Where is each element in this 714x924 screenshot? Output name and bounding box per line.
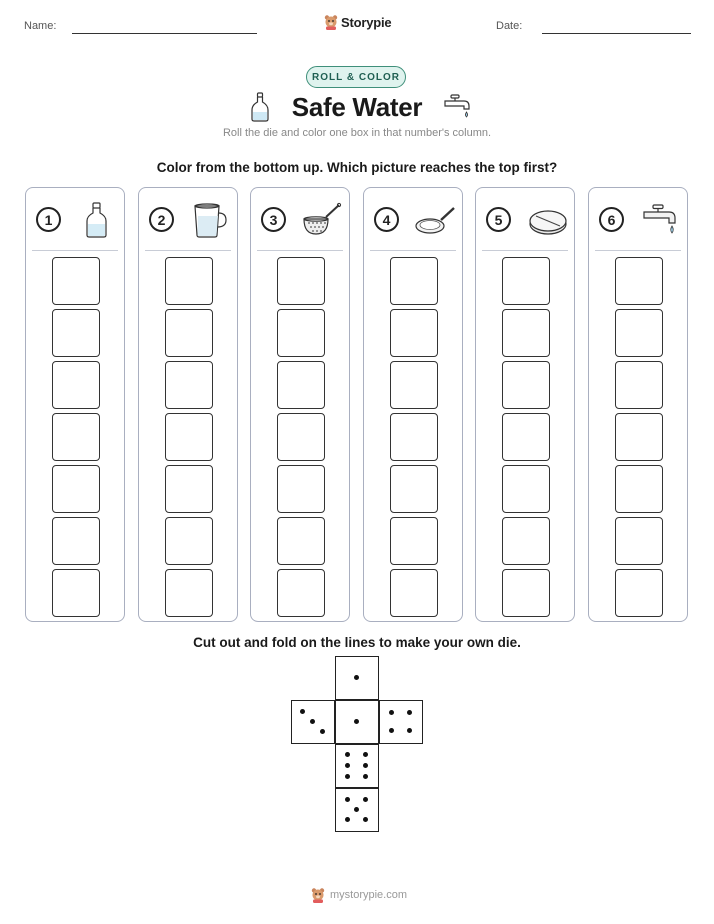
column-header xyxy=(261,202,343,238)
column-2 xyxy=(138,187,238,622)
color-box[interactable] xyxy=(390,517,438,565)
column-5 xyxy=(475,187,575,622)
column-divider xyxy=(32,250,118,251)
brand-logo xyxy=(324,14,391,30)
die-pip xyxy=(354,675,359,680)
color-box[interactable] xyxy=(277,413,325,461)
color-box[interactable] xyxy=(390,465,438,513)
die-pip xyxy=(354,719,359,724)
cup-icon xyxy=(189,202,233,238)
die-pip xyxy=(389,728,394,733)
column-divider xyxy=(370,250,456,251)
die-pip xyxy=(363,774,368,779)
die-face-4 xyxy=(379,700,423,744)
column-1 xyxy=(25,187,125,622)
color-box[interactable] xyxy=(502,517,550,565)
column-divider xyxy=(482,250,568,251)
date-line[interactable] xyxy=(542,33,691,34)
page-subtitle: Roll the die and color one box in that number's column. xyxy=(222,127,492,139)
color-box[interactable] xyxy=(52,309,100,357)
color-box[interactable] xyxy=(52,413,100,461)
name-label: Name: xyxy=(24,20,57,32)
brand-name: Storypie xyxy=(341,14,392,30)
die-face-1 xyxy=(335,656,379,700)
column-divider xyxy=(257,250,343,251)
color-box[interactable] xyxy=(277,257,325,305)
column-number: 6 xyxy=(599,207,624,232)
faucet-icon xyxy=(442,92,472,122)
die-face-6 xyxy=(335,744,379,788)
color-box[interactable] xyxy=(277,465,325,513)
color-box[interactable] xyxy=(615,413,663,461)
color-box[interactable] xyxy=(390,361,438,409)
column-divider xyxy=(145,250,231,251)
column-number: 1 xyxy=(36,207,61,232)
page-title: Safe Water xyxy=(291,92,423,122)
column-6 xyxy=(588,187,688,622)
tablet-icon xyxy=(526,202,570,238)
column-header xyxy=(374,202,456,238)
color-box[interactable] xyxy=(277,517,325,565)
color-box[interactable] xyxy=(165,309,213,357)
color-box[interactable] xyxy=(615,517,663,565)
activity-badge: ROLL & COLOR xyxy=(306,66,406,88)
die-face-5 xyxy=(335,788,379,832)
column-header xyxy=(486,202,568,238)
die-pip xyxy=(363,797,368,802)
die-pip xyxy=(389,710,394,715)
footer xyxy=(310,887,407,903)
die-pip xyxy=(407,728,412,733)
die-pip xyxy=(345,763,350,768)
column-number: 2 xyxy=(149,207,174,232)
column-4 xyxy=(363,187,463,622)
die-pip xyxy=(300,709,305,714)
die-pip xyxy=(320,729,325,734)
die-pip xyxy=(345,817,350,822)
die-pip xyxy=(354,807,359,812)
faucet-icon xyxy=(639,202,683,238)
color-box[interactable] xyxy=(390,309,438,357)
color-box[interactable] xyxy=(165,569,213,617)
column-number: 3 xyxy=(261,207,286,232)
color-box[interactable] xyxy=(502,413,550,461)
die-face-1 xyxy=(335,700,379,744)
column-header xyxy=(149,202,231,238)
column-header xyxy=(36,202,118,238)
storypie-bear-icon xyxy=(310,887,326,903)
die-pip xyxy=(363,763,368,768)
die-instruction: Cut out and fold on the lines to make your own die. xyxy=(193,635,521,650)
color-box[interactable] xyxy=(615,465,663,513)
column-3 xyxy=(250,187,350,622)
color-box[interactable] xyxy=(277,309,325,357)
color-instruction: Color from the bottom up. Which picture reaches the top first? xyxy=(156,160,558,175)
color-box[interactable] xyxy=(52,517,100,565)
strainer-icon xyxy=(301,202,345,238)
color-box[interactable] xyxy=(615,309,663,357)
color-box[interactable] xyxy=(52,465,100,513)
date-label: Date: xyxy=(496,20,523,32)
column-divider xyxy=(595,250,681,251)
color-box[interactable] xyxy=(165,257,213,305)
footer-url[interactable]: mystorypie.com xyxy=(330,889,408,901)
color-box[interactable] xyxy=(277,361,325,409)
color-box[interactable] xyxy=(502,309,550,357)
color-box[interactable] xyxy=(502,569,550,617)
color-box[interactable] xyxy=(52,361,100,409)
color-box[interactable] xyxy=(390,413,438,461)
color-box[interactable] xyxy=(502,257,550,305)
die-pip xyxy=(310,719,315,724)
column-number: 4 xyxy=(374,207,399,232)
column-number: 5 xyxy=(486,207,511,232)
storypie-bear-icon xyxy=(324,14,338,30)
pan-icon xyxy=(414,202,458,238)
color-box[interactable] xyxy=(165,361,213,409)
bottle-icon xyxy=(76,202,120,238)
name-line[interactable] xyxy=(72,33,257,34)
column-header xyxy=(599,202,681,238)
die-pip xyxy=(345,774,350,779)
die-pip xyxy=(407,710,412,715)
die-pip xyxy=(345,752,350,757)
color-box[interactable] xyxy=(165,465,213,513)
color-box[interactable] xyxy=(502,361,550,409)
die-face-3 xyxy=(291,700,335,744)
color-box[interactable] xyxy=(277,569,325,617)
color-box[interactable] xyxy=(615,361,663,409)
color-box[interactable] xyxy=(52,257,100,305)
color-box[interactable] xyxy=(165,413,213,461)
color-box[interactable] xyxy=(390,569,438,617)
color-box[interactable] xyxy=(52,569,100,617)
die-pip xyxy=(363,752,368,757)
color-box[interactable] xyxy=(165,517,213,565)
color-box[interactable] xyxy=(615,569,663,617)
die-pip xyxy=(363,817,368,822)
color-box[interactable] xyxy=(390,257,438,305)
color-box[interactable] xyxy=(502,465,550,513)
color-box[interactable] xyxy=(615,257,663,305)
die-pip xyxy=(345,797,350,802)
